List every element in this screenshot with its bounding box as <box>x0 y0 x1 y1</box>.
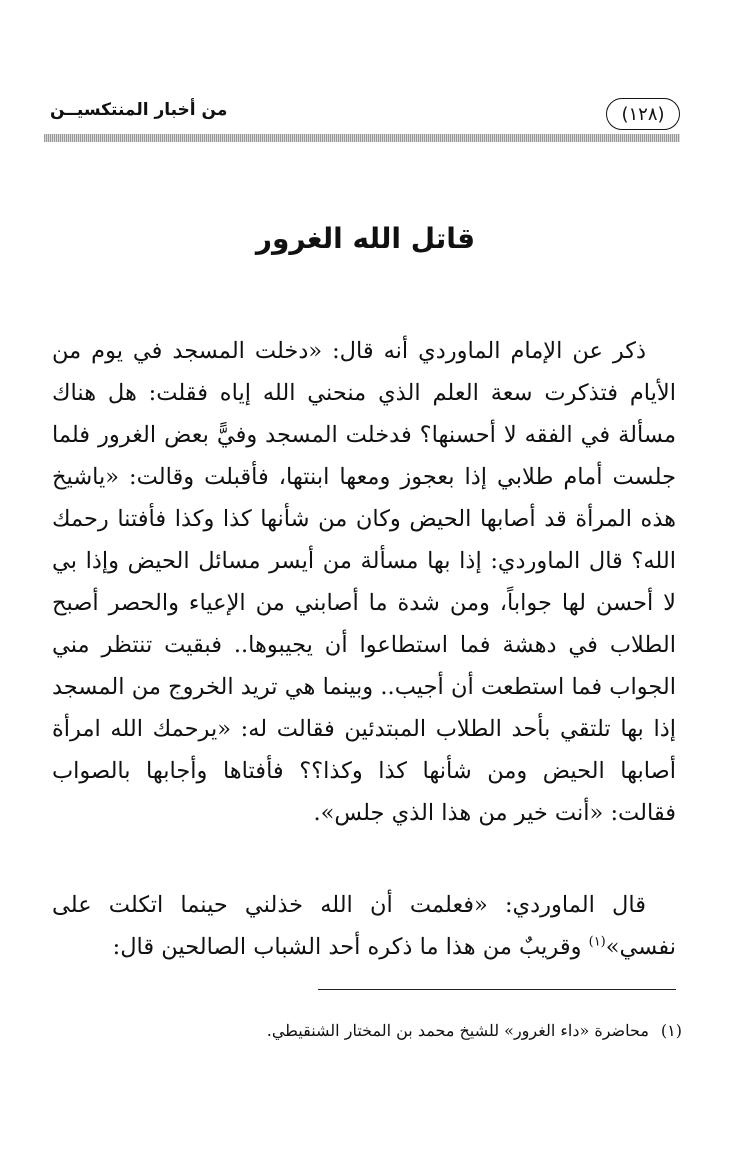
paragraph-text: ذكر عن الإمام الماوردي أنه قال: «دخلت المسجد في يوم من الأيام فتذكرت سعة العلم الذي منحني الله إياه فقلت: هل هناك مسألة في الفقه لا أحسنها؟ فدخلت المسجد وفيًّ بعض الغرور فلما جلست أمام طلابي إذا بعجوز ومعها ابنتها، فأقبلت وقالت: «ياشيخ هذه المرأة قد أصابها الحيض وكان من شأنها كذا وكذا فأفتنا رحمك الله؟ قال الماوردي: إذا بها مسألة من أيسر مسائل الحيض وإذا بي لا أحسن لها جواباً، ومن شدة ما أصابني من الإعياء والحصر أصبح الطلاب في دهشة فما استطاعوا أن يجيبوها.. فبقيت تنتظر مني الجواب فما استطعت أن أجيب.. وبينما هي تريد الخروج من المسجد إذا بها تلتقي بأحد الطلاب المبتدئين فقالت له: «يرحمك الله امرأة أصابها الحيض ومن شأنها كذا وكذا؟؟ فأفتاها وأجابها بالصواب فقالت: «أنت خير من هذا الذي جلس». <box>52 338 676 826</box>
page-number: (١٢٨) <box>606 98 680 130</box>
chapter-title: قاتل الله الغرور <box>255 222 476 255</box>
footnote-marker: (١) <box>660 1021 682 1040</box>
header-divider <box>44 134 680 142</box>
body-paragraph-1 <box>52 330 676 834</box>
footnote-text: محاضرة «داء الغرور» للشيخ محمد بن المختار الشنقيطي. <box>266 1021 649 1040</box>
page-header <box>44 92 680 142</box>
footnote-divider <box>318 989 676 990</box>
body-paragraph-2 <box>52 884 676 968</box>
paragraph-2-part-1: قال الماوردي: «فعلمت أن الله خذلني حينما اتكلت على نفسي» <box>52 892 676 960</box>
footnote-reference[interactable]: (١) <box>588 934 606 950</box>
paragraph-text-2 <box>52 884 676 968</box>
footnote <box>52 1018 682 1044</box>
running-title: من أخبار المنتكسيــن <box>50 100 228 120</box>
paragraph-2-part-2: وقريبٌ من هذا ما ذكره أحد الشباب الصالحين قال: <box>112 934 589 960</box>
